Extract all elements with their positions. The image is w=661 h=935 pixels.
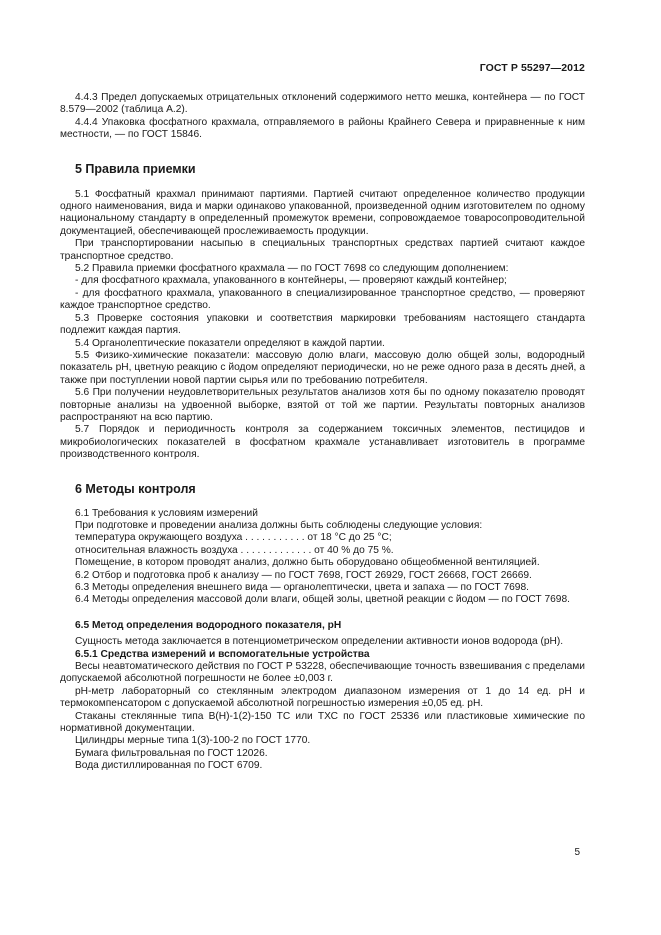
paragraph-bulk-transport: При транспортировании насыпью в специальных транспортных средствах партией считают каждое транспортное средство. bbox=[60, 238, 585, 262]
paragraph-4-4-3: 4.4.3 Предел допускаемых отрицательных отклонений содержимого нетто мешка, контейнера — по ГОСТ 8.579—2002 (таблица А.2). bbox=[60, 92, 585, 116]
paragraph-4-4-4: 4.4.4 Упаковка фосфатного крахмала, отправляемого в районы Крайнего Севера и приравненные к ним местности, — по ГОСТ 15846. bbox=[60, 116, 585, 141]
item-ph-meter: pH-метр лабораторный со стеклянным электродом диапазоном измерения от 1 до 14 ед. pH и термокомпенсатором с допускаемой абсолютной погрешностью измерения ±0,05 ед. pH. bbox=[60, 685, 585, 710]
list-item-containers: - для фосфатного крахмала, упакованного в контейнеры, — проверяют каждый контейнер; bbox=[75, 275, 507, 287]
paragraph-5-6: 5.6 При получении неудовлетворительных результатов анализов хотя бы по одному показателю проводят повторные анализы на удвоенной выборке, взятой от той же партии. Результаты повторных анализов распространяют на всю партию. bbox=[60, 387, 585, 423]
item-filter-paper: Бумага фильтровальная по ГОСТ 12026. bbox=[75, 747, 268, 759]
paragraph-method-essence: Сущность метода заключается в потенциометрическом определении активности ионов водорода (pH). bbox=[75, 636, 564, 648]
subsection-6-5-heading: 6.5 Метод определения водородного показателя, pH bbox=[75, 619, 342, 631]
condition-humidity: относительная влажность воздуха . . . . . . . . . . . . . от 40 % до 75 %. bbox=[75, 544, 394, 556]
paragraph-5-4: 5.4 Органолептические показатели определяют в каждой партии. bbox=[75, 337, 385, 349]
paragraph-5-5: 5.5 Физико-химические показатели: массовую долю влаги, массовую долю общей золы, водородный показатель pH, цветную реакцию с йодом определяют периодически, но не реже одного раза в десять дней, а также при поступлении новой партии сырья или по требованию потребителя. bbox=[60, 349, 585, 386]
document-code-header: ГОСТ Р 55297—2012 bbox=[479, 62, 585, 74]
section-5-heading: 5 Правила приемки bbox=[75, 161, 196, 176]
paragraph-6-2: 6.2 Отбор и подготовка проб к анализу — по ГОСТ 7698, ГОСТ 26929, ГОСТ 26668, ГОСТ 26669. bbox=[75, 569, 532, 581]
page-body bbox=[60, 92, 585, 773]
paragraph-5-7: 5.7 Порядок и периодичность контроля за содержанием токсичных элементов, пестицидов и микробиологических показателей в фосфатном крахмале устанавливает изготовитель в программе производственного контроля. bbox=[60, 424, 585, 461]
item-distilled-water: Вода дистиллированная по ГОСТ 6709. bbox=[75, 760, 263, 772]
item-cylinders: Цилиндры мерные типа 1(3)-100-2 по ГОСТ 1770. bbox=[75, 735, 311, 747]
paragraph-6-1: 6.1 Требования к условиям измерений bbox=[75, 507, 258, 519]
paragraph-conditions: При подготовке и проведении анализа должны быть соблюдены следующие условия: bbox=[75, 519, 483, 531]
list-item-vehicle: - для фосфатного крахмала, упакованного в специализированное транспортное средство, — проверяют каждое транспортное средство. bbox=[60, 287, 585, 312]
page-number: 5 bbox=[574, 847, 580, 858]
paragraph-5-2: 5.2 Правила приемки фосфатного крахмала — по ГОСТ 7698 со следующим дополнением: bbox=[75, 263, 509, 275]
paragraph-6-3: 6.3 Методы определения внешнего вида — органолептически, цвета и запаха — по ГОСТ 7698. bbox=[75, 582, 529, 593]
section-6-heading: 6 Методы контроля bbox=[75, 481, 196, 496]
paragraph-5-1: 5.1 Фосфатный крахмал принимают партиями. Партией считают определенное количество продукции одного наименования, вида и марки одинаково упакованной, произведенной одним изготовителем по одному национальному стандарту в определенный промежуток времени, сопровождаемое товаросопроводительной документацией, обеспечивающей прослеживаемость продукции. bbox=[60, 188, 585, 237]
paragraph-5-3: 5.3 Проверке состояния упаковки и соответствия маркировки требованиям настоящего стандарта подлежит каждая партия. bbox=[60, 312, 585, 337]
item-beakers: Стаканы стеклянные типа В(Н)-1(2)-150 ТС или ТХС по ГОСТ 25336 или пластиковые химические по нормативной документации. bbox=[60, 710, 585, 735]
condition-temperature: температура окружающего воздуха . . . . . . . . . . . от 18 °С до 25 °С; bbox=[75, 532, 392, 544]
item-scales: Весы неавтоматического действия по ГОСТ Р 53228, обеспечивающие точность взвешивания с пределами допускаемой абсолютной погрешности не более ±0,003 г. bbox=[60, 661, 585, 685]
paragraph-ventilation: Помещение, в котором проводят анализ, должно быть оборудовано общеобменной вентиляцией. bbox=[75, 557, 540, 569]
subsection-6-5-1-heading: 6.5.1 Средства измерений и вспомогательные устройства bbox=[75, 648, 370, 660]
paragraph-6-4: 6.4 Методы определения массовой доли влаги, общей золы, цветной реакции с йодом — по ГОСТ 7698. bbox=[75, 594, 570, 606]
